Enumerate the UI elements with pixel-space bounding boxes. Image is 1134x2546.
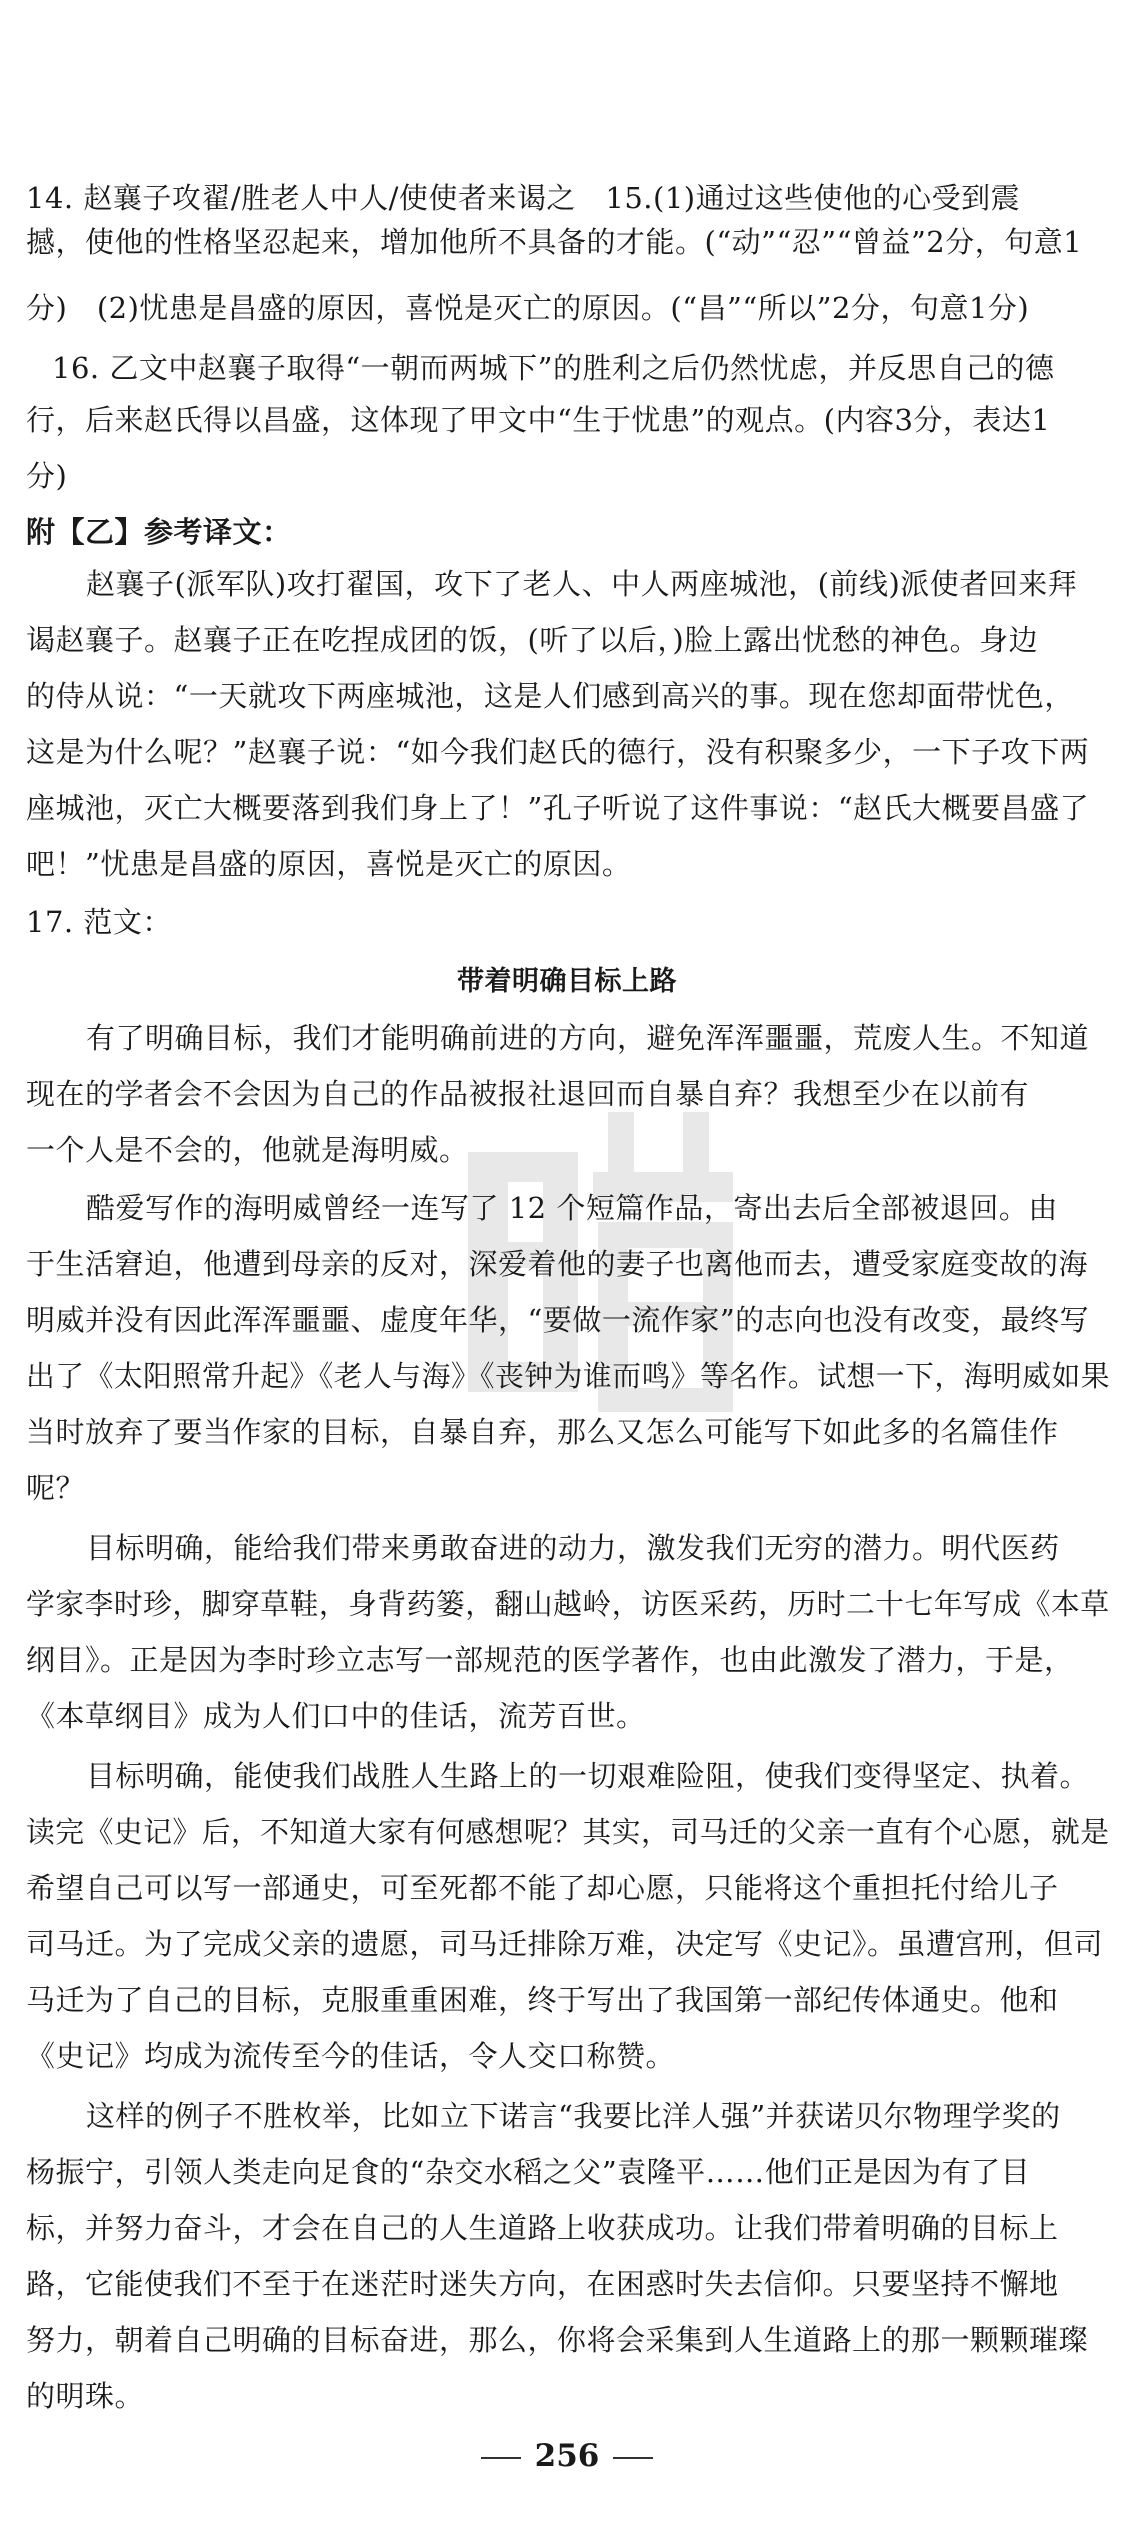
text-line: 目标明确，能给我们带来勇敢奋进的动力，激发我们无穷的潜力。明代医药 <box>86 1531 1060 1565</box>
page-number-dash <box>613 2457 653 2459</box>
text-line: 路，它能使我们不至于在迷茫时迷失方向，在困惑时失去信仰。只要坚持不懈地 <box>26 2267 1059 2301</box>
text-line: 杨振宁，引领人类走向足食的“杂交水稻之父”袁隆平……他们正是因为有了目 <box>26 2155 1031 2189</box>
text-line: 的侍从说：“一天就攻下两座城池，这是人们感到高兴的事。现在您却面带忧色， <box>26 679 1074 713</box>
text-line: 撼，使他的性格坚忍起来，增加他所不具备的才能。(“动”“忍”“曾益”2分，句意1 <box>26 225 1083 259</box>
text-line: 吧！”忧患是昌盛的原因，喜悦是灭亡的原因。 <box>26 847 632 881</box>
text-line: 于生活窘迫，他遭到母亲的反对，深爱着他的妻子也离他而去，遭受家庭变故的海 <box>26 1247 1089 1281</box>
text-line: 目标明确，能使我们战胜人生路上的一切艰难险阻，使我们变得坚定、执着。 <box>86 1759 1090 1793</box>
section-heading: 附【乙】参考译文： <box>26 515 292 549</box>
text-line: 酷爱写作的海明威曾经一连写了 12 个短篇作品，寄出去后全部被退回。由 <box>86 1191 1058 1225</box>
text-line: 谒赵襄子。赵襄子正在吃捏成团的饭，(听了以后，)脸上露出忧愁的神色。身边 <box>26 623 1039 657</box>
text-line: 16. 乙文中赵襄子取得“一朝而两城下”的胜利之后仍然忧虑，并反思自己的德 <box>52 351 1055 385</box>
text-line: 纲目》。正是因为李时珍立志写一部规范的医学著作，也由此激发了潜力，于是， <box>26 1643 1074 1677</box>
text-line: 《本草纲目》成为人们口中的佳话，流芳百世。 <box>26 1699 646 1733</box>
text-line: 这是为什么呢？”赵襄子说：“如今我们赵氏的德行，没有积聚多少，一下子攻下两 <box>26 735 1090 769</box>
text-line: 17. 范文： <box>26 905 172 939</box>
page-number-dash <box>481 2457 521 2459</box>
text-line: 有了明确目标，我们才能明确前进的方向，避免浑浑噩噩，荒废人生。不知道 <box>86 1021 1090 1055</box>
text-line: 的明珠。 <box>26 2379 145 2413</box>
text-line: 努力，朝着自己明确的目标奋进，那么，你将会采集到人生道路上的那一颗颗璀璨 <box>26 2323 1089 2357</box>
text-line: 明威并没有因此浑浑噩噩、虚度年华，“要做一流作家”的志向也没有改变，最终写 <box>26 1303 1090 1337</box>
text-line: 学家李时珍，脚穿草鞋，身背药篓，翻山越岭，访医采药，历时二十七年写成《本草 <box>26 1587 1110 1621</box>
text-line: 座城池，灭亡大概要落到我们身上了！”孔子听说了这件事说：“赵氏大概要昌盛了 <box>26 791 1090 825</box>
page-number <box>0 2436 1134 2476</box>
text-line: 读完《史记》后，不知道大家有何感想呢？其实，司马迁的父亲一直有个心愿，就是 <box>26 1815 1110 1849</box>
text-line: 司马迁。为了完成父亲的遗愿，司马迁排除万难，决定写《史记》。虽遭宫刑，但司 <box>26 1927 1104 1961</box>
text-line: 希望自己可以写一部通史，可至死都不能了却心愿，只能将这个重担托付给儿子 <box>26 1871 1059 1905</box>
text-line: 当时放弃了要当作家的目标，自暴自弃，那么又怎么可能写下如此多的名篇佳作 <box>26 1415 1059 1449</box>
text-line: 《史记》均成为流传至今的佳话，令人交口称赞。 <box>26 2039 676 2073</box>
text-line: 出了《太阳照常升起》《老人与海》《丧钟为谁而鸣》等名作。试想一下，海明威如果 <box>26 1359 1111 1393</box>
text-line: 马迁为了自己的目标，克服重重困难，终于写出了我国第一部纪传体通史。他和 <box>26 1983 1059 2017</box>
text-line: 14. 赵襄子攻翟/胜老人中人/使使者来谒之 15.(1)通过这些使他的心受到震 <box>26 181 1021 215</box>
text-line: 这样的例子不胜枚举，比如立下诺言“我要比洋人强”并获诺贝尔物理学奖的 <box>86 2099 1061 2133</box>
essay-title-text: 带着明确目标上路 <box>457 966 677 997</box>
text-line: 一个人是不会的，他就是海明威。 <box>26 1133 469 1167</box>
text-line: 分) (2)忧患是昌盛的原因，喜悦是灭亡的原因。(“昌”“所以”2分，句意1分) <box>26 291 1030 325</box>
text-line: 分) <box>26 459 68 493</box>
text-line: 标，并努力奋斗，才会在自己的人生道路上收获成功。让我们带着明确的目标上 <box>26 2211 1059 2245</box>
text-line: 呢？ <box>26 1471 86 1505</box>
text-line: 行，后来赵氏得以昌盛，这体现了甲文中“生于忧患”的观点。(内容3分，表达1 <box>26 403 1051 437</box>
page-number-text: 256 <box>534 2438 600 2474</box>
text-line: 现在的学者会不会因为自己的作品被报社退回而自暴自弃？我想至少在以前有 <box>26 1077 1030 1111</box>
text-line: 赵襄子(派军队)攻打翟国，攻下了老人、中人两座城池，(前线)派使者回来拜 <box>86 567 1078 601</box>
